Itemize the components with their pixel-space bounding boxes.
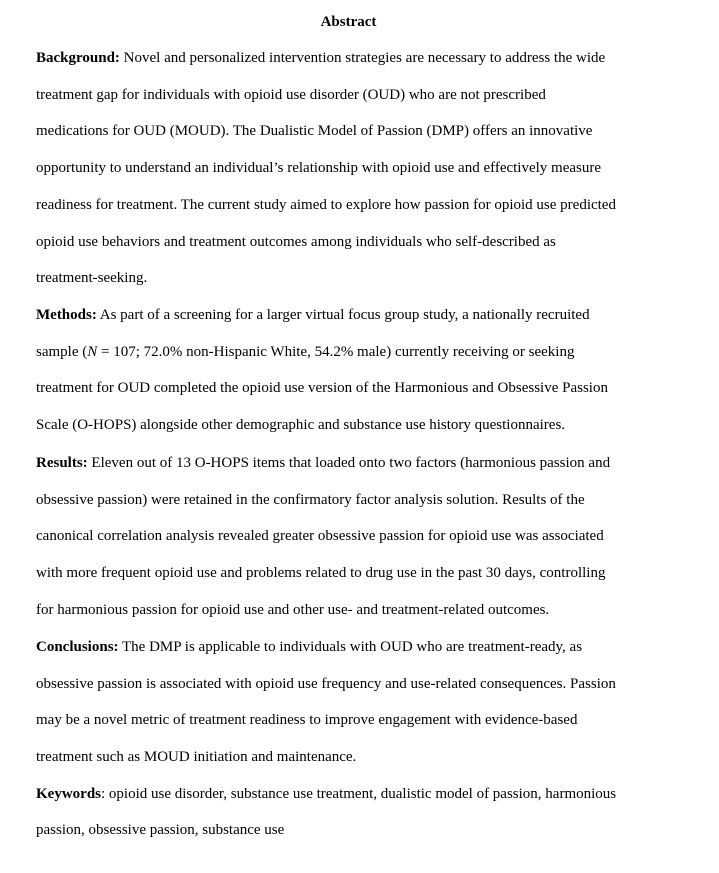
background-line-3: medications for OUD (MOUD). The Dualistic Model of Passion (DMP) offers an innovative (36, 123, 593, 139)
methods-line-3: treatment for OUD completed the opioid use version of the Harmonious and Obsessive Passion (36, 380, 608, 396)
results-line-3: canonical correlation analysis revealed greater obsessive passion for opioid use was associated (36, 528, 604, 544)
abstract-heading: Abstract (320, 14, 377, 30)
background-line-5: readiness for treatment. The current study aimed to explore how passion for opioid use predicted (36, 197, 616, 213)
background-text: Novel and personalized intervention strategies are necessary to address the wide (119, 50, 606, 66)
methods-text: As part of a screening for a larger virtual focus group study, a nationally recruited (96, 307, 590, 323)
conclusions-line-1 (36, 637, 582, 657)
sample-size-symbol: N (87, 344, 98, 360)
results-line-2: obsessive passion) were retained in the confirmatory factor analysis solution. Results of the (36, 492, 585, 508)
keywords-text: : opioid use disorder, substance use treatment, dualistic model of passion, harmonious (101, 786, 617, 802)
keywords-line-1 (36, 784, 616, 804)
background-line-2: treatment gap for individuals with opioid use disorder (OUD) who are not prescribed (36, 87, 546, 103)
keywords-label: Keywords (36, 786, 101, 802)
conclusions-line-2: obsessive passion is associated with opioid use frequency and use-related consequences. Passion (36, 676, 616, 692)
methods-line-2-pre: sample ( (36, 344, 88, 360)
methods-line-2-post: = 107; 72.0% non-Hispanic White, 54.2% male) currently receiving or seeking (97, 344, 575, 360)
background-line-4: opportunity to understand an individual’s relationship with opioid use and effectively measure (36, 160, 602, 176)
results-text: Eleven out of 13 O-HOPS items that loaded onto two factors (harmonious passion and (87, 455, 611, 471)
conclusions-line-4: treatment such as MOUD initiation and maintenance. (36, 749, 357, 765)
methods-line-2 (36, 342, 574, 362)
results-line-5: for harmonious passion for opioid use and other use- and treatment-related outcomes. (36, 602, 550, 618)
results-line-1 (36, 453, 610, 473)
background-line-7: treatment-seeking. (36, 270, 148, 286)
methods-line-4: Scale (O-HOPS) alongside other demographic and substance use history questionnaires. (36, 417, 566, 433)
conclusions-line-3: may be a novel metric of treatment readiness to improve engagement with evidence-based (36, 712, 578, 728)
results-label: Results: (36, 455, 88, 471)
conclusions-label: Conclusions: (36, 639, 119, 655)
background-line-6: opioid use behaviors and treatment outcomes among individuals who self-described as (36, 234, 556, 250)
background-label: Background: (36, 50, 120, 66)
conclusions-text: The DMP is applicable to individuals with OUD who are treatment-ready, as (118, 639, 583, 655)
keywords-line-2: passion, obsessive passion, substance use (36, 822, 285, 838)
results-line-4: with more frequent opioid use and problems related to drug use in the past 30 days, controlling (36, 565, 606, 581)
methods-label: Methods: (36, 307, 97, 323)
methods-line-1 (36, 305, 590, 325)
background-line-1 (36, 48, 605, 68)
